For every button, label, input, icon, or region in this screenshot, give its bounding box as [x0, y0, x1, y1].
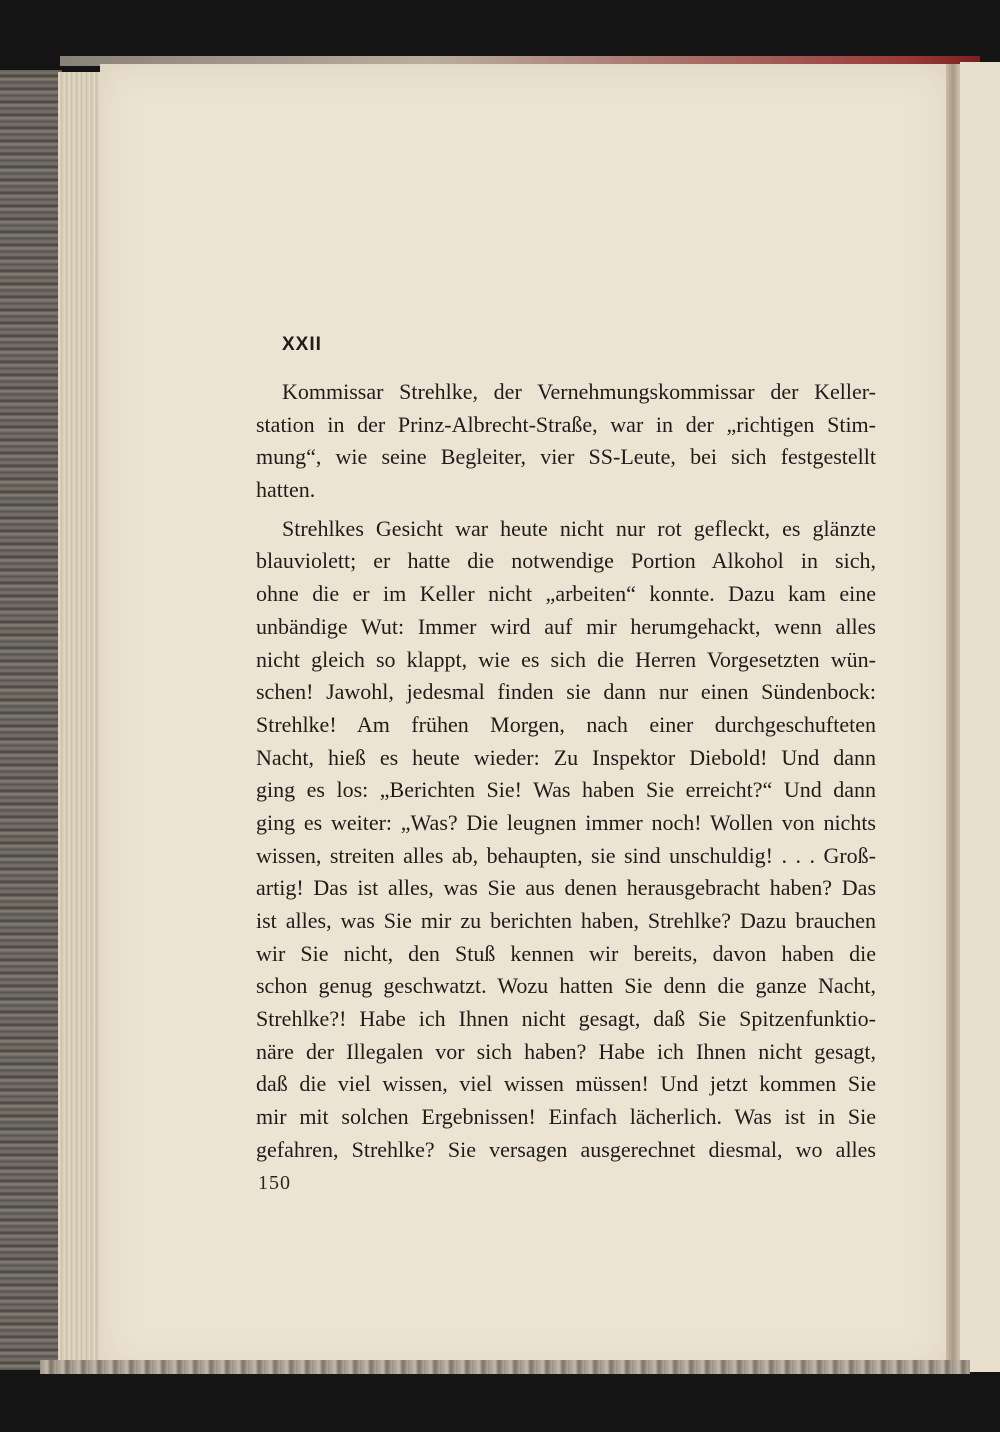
- text-line: schen! Jawohl, jedesmal finden sie dann nur einen Sündenbock:: [256, 679, 876, 705]
- text-line: wir Sie nicht, den Stuß kennen wir bereits, davon haben die: [256, 940, 876, 966]
- text-line: ging es weiter: „Was? Die leugnen immer noch! Wollen von nichts: [256, 809, 876, 835]
- text-line: ging es los: „Berichten Sie! Was haben Sie erreicht?“ Und dann: [256, 777, 876, 803]
- text-line: gefahren, Strehlke? Sie versagen ausgerechnet diesmal, wo alles: [256, 1136, 876, 1162]
- body-text: [256, 376, 876, 1167]
- text-line: artig! Das ist alles, was Sie aus denen herausgebracht haben? Das: [256, 875, 876, 901]
- text-line: daß die viel wissen, viel wissen müssen! Und jetzt kommen Sie: [256, 1071, 876, 1097]
- text-line: Strehlkes Gesicht war heute nicht nur rot gefleckt, es glänzte: [282, 515, 876, 541]
- text-line: station in der Prinz-Albrecht-Straße, war in der „richtigen Stim-: [256, 411, 876, 437]
- text-line: Strehlke?! Habe ich Ihnen nicht gesagt, daß Sie Spitzenfunktio-: [256, 1006, 876, 1032]
- text-line: blauviolett; er hatte die notwendige Portion Alkohol in sich,: [256, 548, 876, 574]
- text-line: Strehlke! Am frühen Morgen, nach einer durchgeschufteten: [256, 711, 876, 737]
- left-page-edge: [0, 70, 62, 1370]
- page-gutter: [946, 64, 960, 1372]
- text-line: ohne die er im Keller nicht „arbeiten“ konnte. Dazu kam eine: [256, 581, 876, 607]
- bottom-page-edge: [40, 1360, 970, 1374]
- text-line: hatten.: [256, 477, 316, 503]
- facing-page-strip: [960, 62, 1000, 1372]
- text-line: wissen, streiten alles ab, behaupten, sie sind unschuldig! . . . Groß-: [256, 842, 876, 868]
- text-line: nicht gleich so klappt, wie es sich die Herren Vorgesetzten wün-: [256, 646, 876, 672]
- text-line: mung“, wie seine Begleiter, vier SS-Leute, bei sich festgestellt: [256, 444, 876, 470]
- page-number: 150: [258, 1172, 291, 1194]
- text-line: schon genug geschwatzt. Wozu hatten Sie denn die ganze Nacht,: [256, 973, 876, 999]
- chapter-heading: XXII: [282, 334, 322, 355]
- text-line: unbändige Wut: Immer wird auf mir herumgehackt, wenn alles: [256, 613, 876, 639]
- text-line: Nacht, hieß es heute wieder: Zu Inspektor Diebold! Und dann: [256, 744, 876, 770]
- text-line: Kommissar Strehlke, der Vernehmungskommissar der Keller-: [282, 379, 876, 404]
- text-line: ist alles, was Sie mir zu berichten haben, Strehlke? Dazu brauchen: [256, 908, 876, 933]
- text-line: mir mit solchen Ergebnissen! Einfach lächerlich. Was ist in Sie: [256, 1104, 876, 1130]
- stacked-page-edges: [58, 72, 104, 1370]
- text-line: näre der Illegalen vor sich haben? Habe ich Ihnen nicht gesagt,: [256, 1038, 876, 1064]
